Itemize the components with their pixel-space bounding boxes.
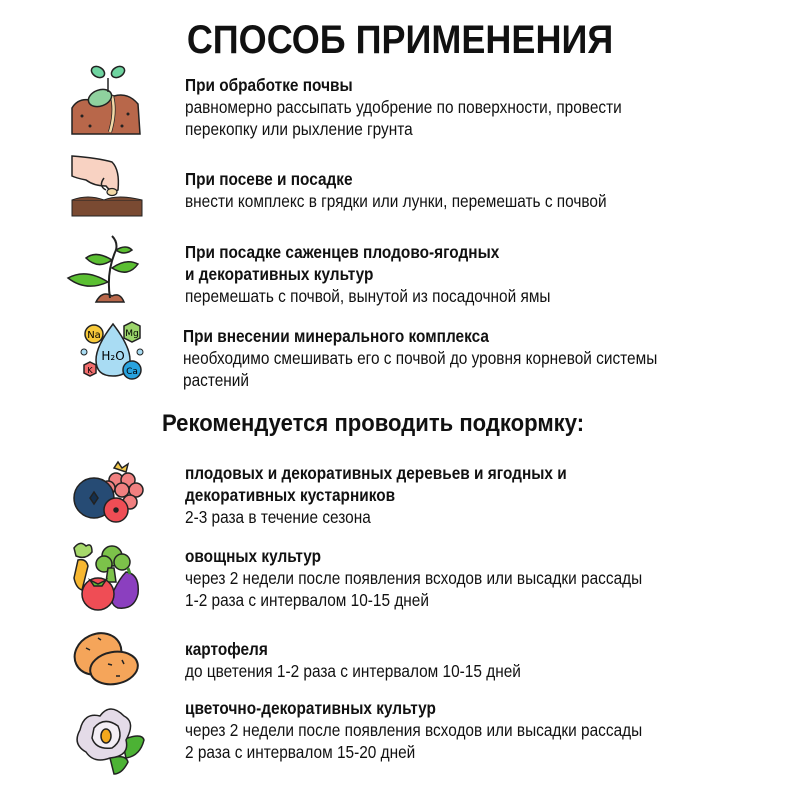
method-heading: При обработке почвы <box>185 75 353 95</box>
berries-icon <box>70 458 146 534</box>
feeding-flowers <box>185 697 642 763</box>
method-heading: При посадке саженцев плодово-ягодных <box>185 242 500 262</box>
svg-text:Mg: Mg <box>125 329 139 339</box>
method-soil-treatment <box>185 74 622 140</box>
method-sowing <box>185 168 607 212</box>
svg-text:K: K <box>87 366 93 375</box>
seedling-plant-icon <box>66 232 142 308</box>
feeding-heading: цветочно-декоративных культур <box>185 698 436 718</box>
feeding-line: 2-3 раза в течение сезона <box>185 507 371 527</box>
page-title: СПОСОБ ПРИМЕНЕНИЯ <box>186 18 614 62</box>
feeding-fruit-trees <box>185 462 567 528</box>
svg-text:H₂O: H₂O <box>101 349 125 363</box>
vegetables-icon <box>68 538 144 614</box>
feeding-line: 2 раза с интервалом 15-20 дней <box>185 742 416 762</box>
method-line: необходимо смешивать его с почвой до уровня корневой системы <box>183 348 658 368</box>
method-line: внести комплекс в грядки или лунки, перемешать с почвой <box>185 191 607 211</box>
svg-text:Na: Na <box>87 330 101 341</box>
feeding-heading: плодовых и декоративных деревьев и ягодных и <box>185 463 567 483</box>
feeding-section-title: Рекомендуется проводить подкормку: <box>162 410 585 437</box>
method-seedlings <box>185 241 551 307</box>
feeding-line: 1-2 раза с интервалом 10-15 дней <box>185 590 429 610</box>
minerals-h2o-icon <box>80 318 146 384</box>
method-heading: При посеве и посадке <box>185 169 353 189</box>
feeding-line: через 2 недели после появления всходов или высадки рассады <box>185 568 643 588</box>
feeding-heading: овощных культур <box>185 546 322 566</box>
method-heading-cont: и декоративных культур <box>185 264 374 284</box>
potatoes-icon <box>68 618 144 694</box>
method-line: перемешать с почвой, вынутой из посадочной ямы <box>185 286 551 306</box>
sprout-in-soil-icon <box>68 62 144 138</box>
feeding-heading-cont: декоративных кустарников <box>185 485 396 505</box>
svg-text:Ca: Ca <box>126 367 138 377</box>
method-heading: При внесении минерального комплекса <box>183 326 489 346</box>
flower-icon <box>70 700 146 776</box>
feeding-heading: картофеля <box>185 639 268 659</box>
feeding-potatoes <box>185 638 521 682</box>
feeding-line: через 2 недели после появления всходов или высадки рассады <box>185 720 643 740</box>
method-line: растений <box>183 370 249 390</box>
hand-planting-seed-icon <box>68 150 144 226</box>
feeding-line: до цветения 1-2 раза с интервалом 10-15 дней <box>185 661 521 681</box>
method-line: равномерно рассыпать удобрение по поверхности, провести <box>185 97 622 117</box>
method-line: перекопку или рыхление грунта <box>185 119 413 139</box>
method-mineral-complex <box>183 325 657 391</box>
feeding-vegetables <box>185 545 642 611</box>
